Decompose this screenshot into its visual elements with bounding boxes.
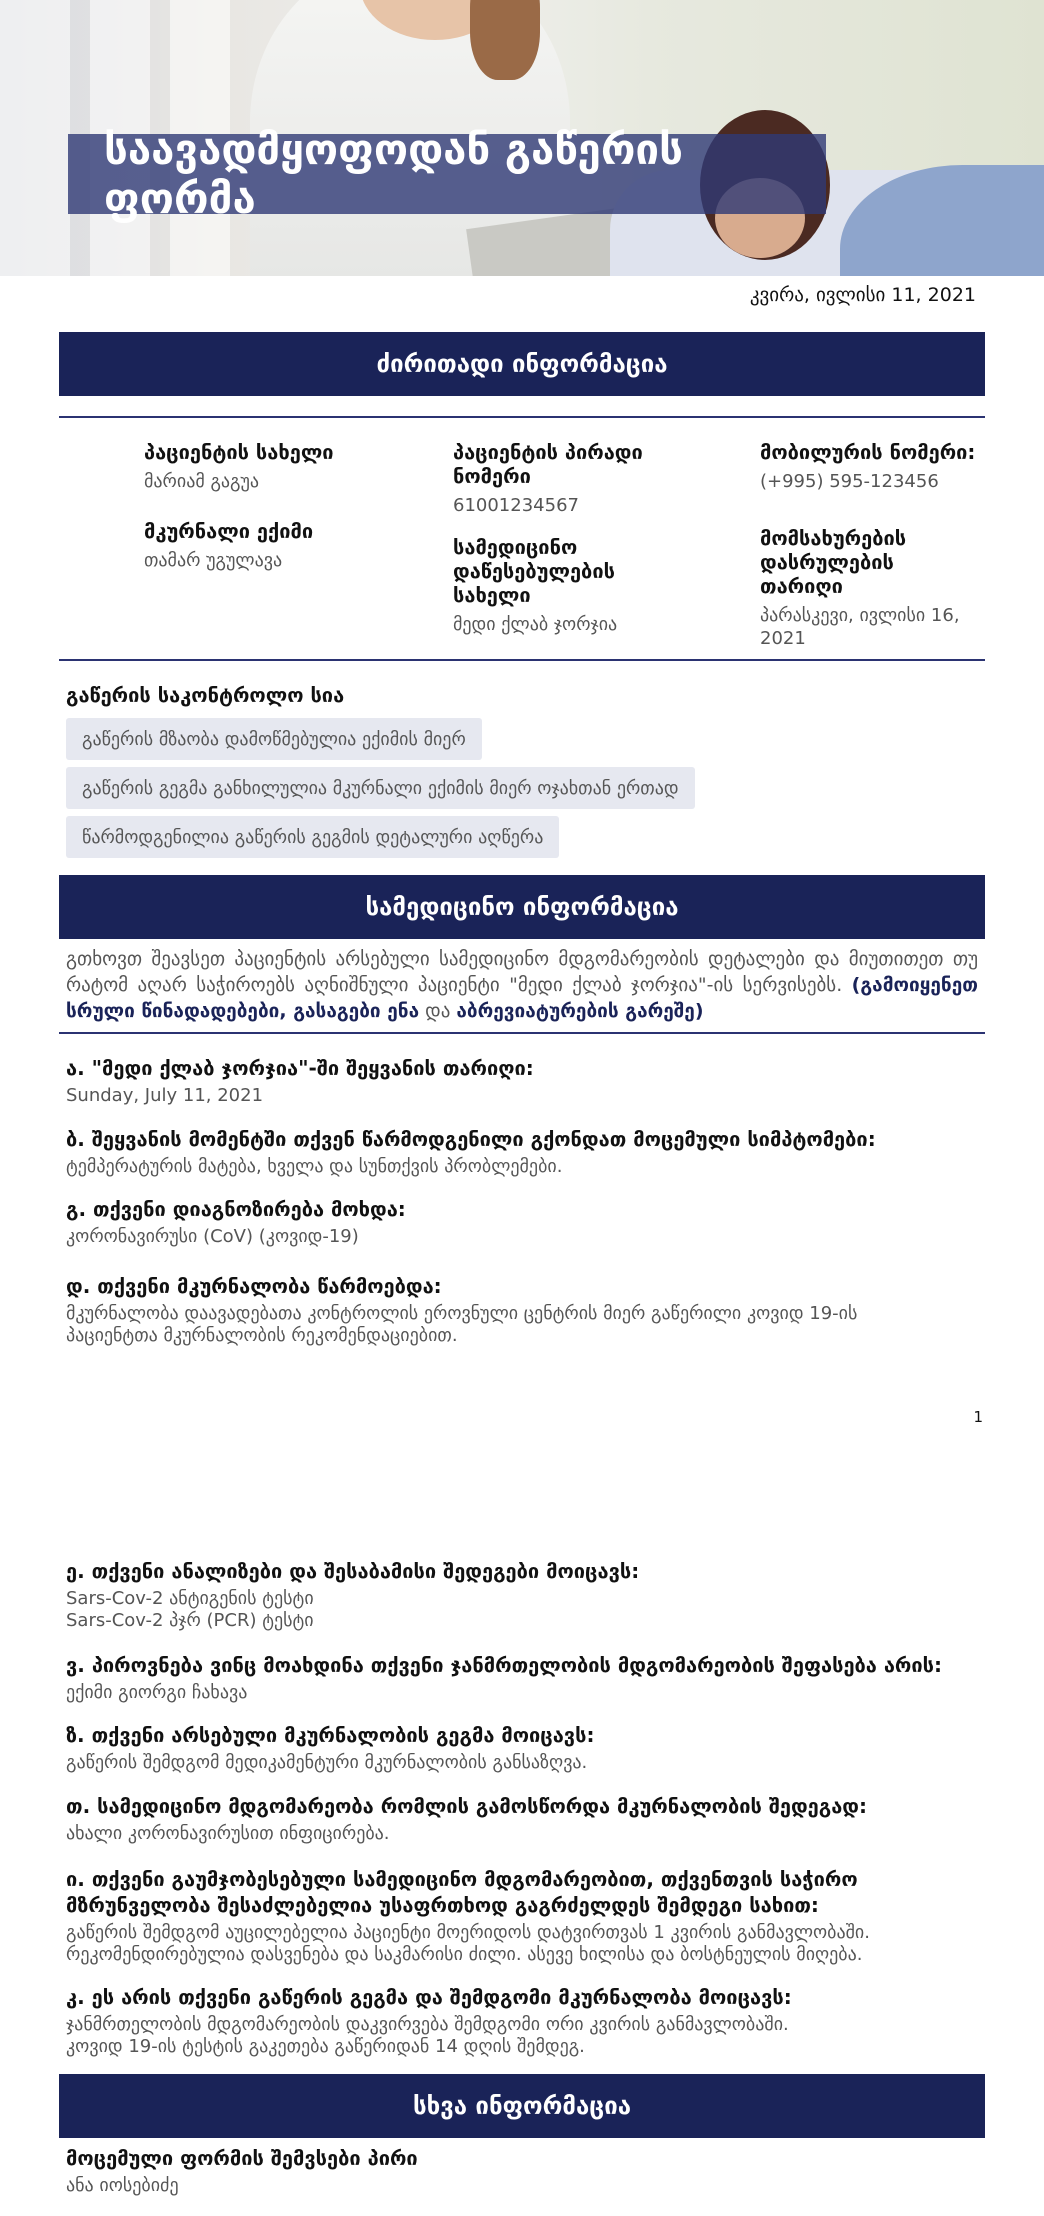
field-value: (+995) 595-123456 (760, 471, 939, 492)
instructions-emphasis: აბრევიატურების გარეშე) (456, 1000, 704, 1022)
question-c (66, 1196, 978, 1248)
question-g (66, 1722, 978, 1774)
question-f (66, 1652, 978, 1704)
instructions-text: გთხოვთ შეავსეთ პაციენტის არსებული სამედიცინო მდგომარეობის დეტალები და მიუთითეთ თუ რატომ აღარ საჭიროებს აღნიშნული პაციენტი "მედი ქლაბ ჯორჯია"-ის სერვისებს. (66, 948, 978, 996)
question-label: გ. თქვენი დიაგნოზირება მოხდა: (66, 1197, 406, 1221)
answer-line: გაწერის შემდგომ აუცილებელია პაციენტი მოერიდოს დატვირთვას 1 კვირის განმავლობაში. (66, 1922, 870, 1943)
question-d (66, 1273, 978, 1347)
question-e (66, 1558, 978, 1632)
answer-line: კორონავირუსი (CoV) (კოვიდ-19) (66, 1226, 359, 1247)
header-date: კვირა, ივლისი 11, 2021 (749, 284, 976, 306)
field-end-date (760, 526, 980, 650)
answer-line: მკურნალობა დაავადებათა კონტროლის ეროვნული ცენტრის მიერ გაწერილი კოვიდ 19-ის (66, 1303, 858, 1324)
field-value: თამარ უგულავა (144, 550, 283, 571)
question-label: ი. თქვენი გაუმჯობესებული სამედიცინო მდგომარეობით, თქვენთვის საჭირო მზრუნველობა შესაძლებელია უსაფრთხოდ გაგრძელდეს შემდეგი სახით: (66, 1867, 858, 1917)
question-label: ზ. თქვენი არსებული მკურნალობის გეგმა მოიცავს: (66, 1723, 595, 1747)
field-label: სამედიცინო დაწესებულების სახელი (453, 535, 615, 607)
field-label: მოცემული ფორმის შემვსები პირი (66, 2146, 418, 2170)
question-b (66, 1126, 978, 1178)
question-label: ბ. შეყვანის მომენტში თქვენ წარმოდგენილი გქონდათ მოცემული სიმპტომები: (66, 1127, 876, 1151)
section-other-info: სხვა ინფორმაცია (59, 2074, 985, 2138)
page-number: 1 (973, 1408, 983, 1426)
question-label: ე. თქვენი ანალიზები და შესაბამისი შედეგები მოიცავს: (66, 1559, 640, 1583)
divider (59, 1032, 985, 1034)
field-label: მომსახურების დასრულების თარიღი (760, 526, 907, 598)
form-filler (66, 2145, 978, 2197)
answer-line: რეკომენდირებულია დასვენება და საკმარისი ძილი. ასევე ხილისა და ბოსტნეულის მიღება. (66, 1944, 863, 1965)
question-label: ვ. პიროვნება ვინც მოახდინა თქვენი ჯანმრთელობის მდგომარეობის შეფასება არის: (66, 1653, 943, 1677)
field-patient-id (453, 440, 683, 517)
checklist-item: გაწერის გეგმა განხილულია მკურნალი ექიმის მიერ ოჯახთან ერთად (66, 767, 695, 809)
answer-line: Sars-Cov-2 ანტიგენის ტესტი (66, 1588, 314, 1609)
answer-line: Sars-Cov-2 პჯრ (PCR) ტესტი (66, 1610, 314, 1631)
divider (59, 659, 985, 661)
instructions-conjunction: და (419, 1000, 457, 1022)
answer-line: კოვიდ 19-ის ტესტის გაკეთება გაწერიდან 14 დღის შემდეგ. (66, 2036, 585, 2057)
instructions-emphasis: (გამოიყენეთ სრული წინადადებები, გასაგები ენა (66, 974, 978, 1022)
answer-line: ჯანმრთელობის მდგომარეობის დაკვირვება შემდგომი ორი კვირის განმავლობაში. (66, 2014, 789, 2035)
question-k (66, 1984, 978, 2058)
answer-line: ახალი კორონავირუსით ინფიცირება. (66, 1823, 390, 1844)
question-label: კ. ეს არის თქვენი გაწერის გეგმა და შემდგომი მკურნალობა მოიცავს: (66, 1985, 792, 2009)
question-label: თ. სამედიცინო მდგომარეობა რომლის გამოსწორდა მკურნალობის შედეგად: (66, 1794, 867, 1818)
section-basic-info: ძირითადი ინფორმაცია (59, 332, 985, 396)
question-i (66, 1866, 946, 1966)
field-value: პარასკევი, ივლისი 16, 2021 (760, 605, 960, 649)
question-a (66, 1055, 978, 1107)
answer-line: პაციენტთა მკურნალობის რეკომენდაციებით. (66, 1325, 458, 1346)
answer-line: ტემპერატურის მატება, ხველა და სუნთქვის პრობლემები. (66, 1156, 563, 1177)
field-label: პაციენტის სახელი (144, 440, 334, 464)
field-value: მედი ქლაბ ჯორჯია (453, 614, 618, 635)
field-doctor (144, 519, 404, 572)
answer-line: ექიმი გიორგი ჩახავა (66, 1682, 248, 1703)
answer-line: Sunday, July 11, 2021 (66, 1085, 264, 1106)
page-title: საავადმყოფოდან გაწერის ფორმა (68, 134, 826, 214)
section-medical-info: სამედიცინო ინფორმაცია (59, 875, 985, 939)
field-facility (453, 535, 643, 636)
question-h (66, 1793, 978, 1845)
field-patient-name (144, 440, 404, 493)
field-label: მობილურის ნომერი: (760, 440, 976, 464)
field-value: ანა იოსებიძე (66, 2175, 179, 2196)
checklist-title: გაწერის საკონტროლო სია (66, 683, 345, 707)
field-mobile (760, 440, 990, 493)
field-value: მარიამ გაგუა (144, 471, 260, 492)
field-value: 61001234567 (453, 495, 579, 516)
field-label: პაციენტის პირადი ნომერი (453, 440, 643, 488)
medical-instructions (66, 946, 978, 1024)
question-label: ა. "მედი ქლაბ ჯორჯია"-ში შეყვანის თარიღი: (66, 1056, 534, 1080)
question-label: დ. თქვენი მკურნალობა წარმოებდა: (66, 1274, 442, 1298)
answer-line: გაწერის შემდგომ მედიკამენტური მკურნალობის განსაზღვა. (66, 1752, 588, 1773)
field-label: მკურნალი ექიმი (144, 519, 314, 543)
checklist-item: გაწერის მზაობა დამოწმებულია ექიმის მიერ (66, 718, 482, 760)
checklist-item: წარმოდგენილია გაწერის გეგმის დეტალური აღწერა (66, 816, 559, 858)
divider (59, 416, 985, 418)
